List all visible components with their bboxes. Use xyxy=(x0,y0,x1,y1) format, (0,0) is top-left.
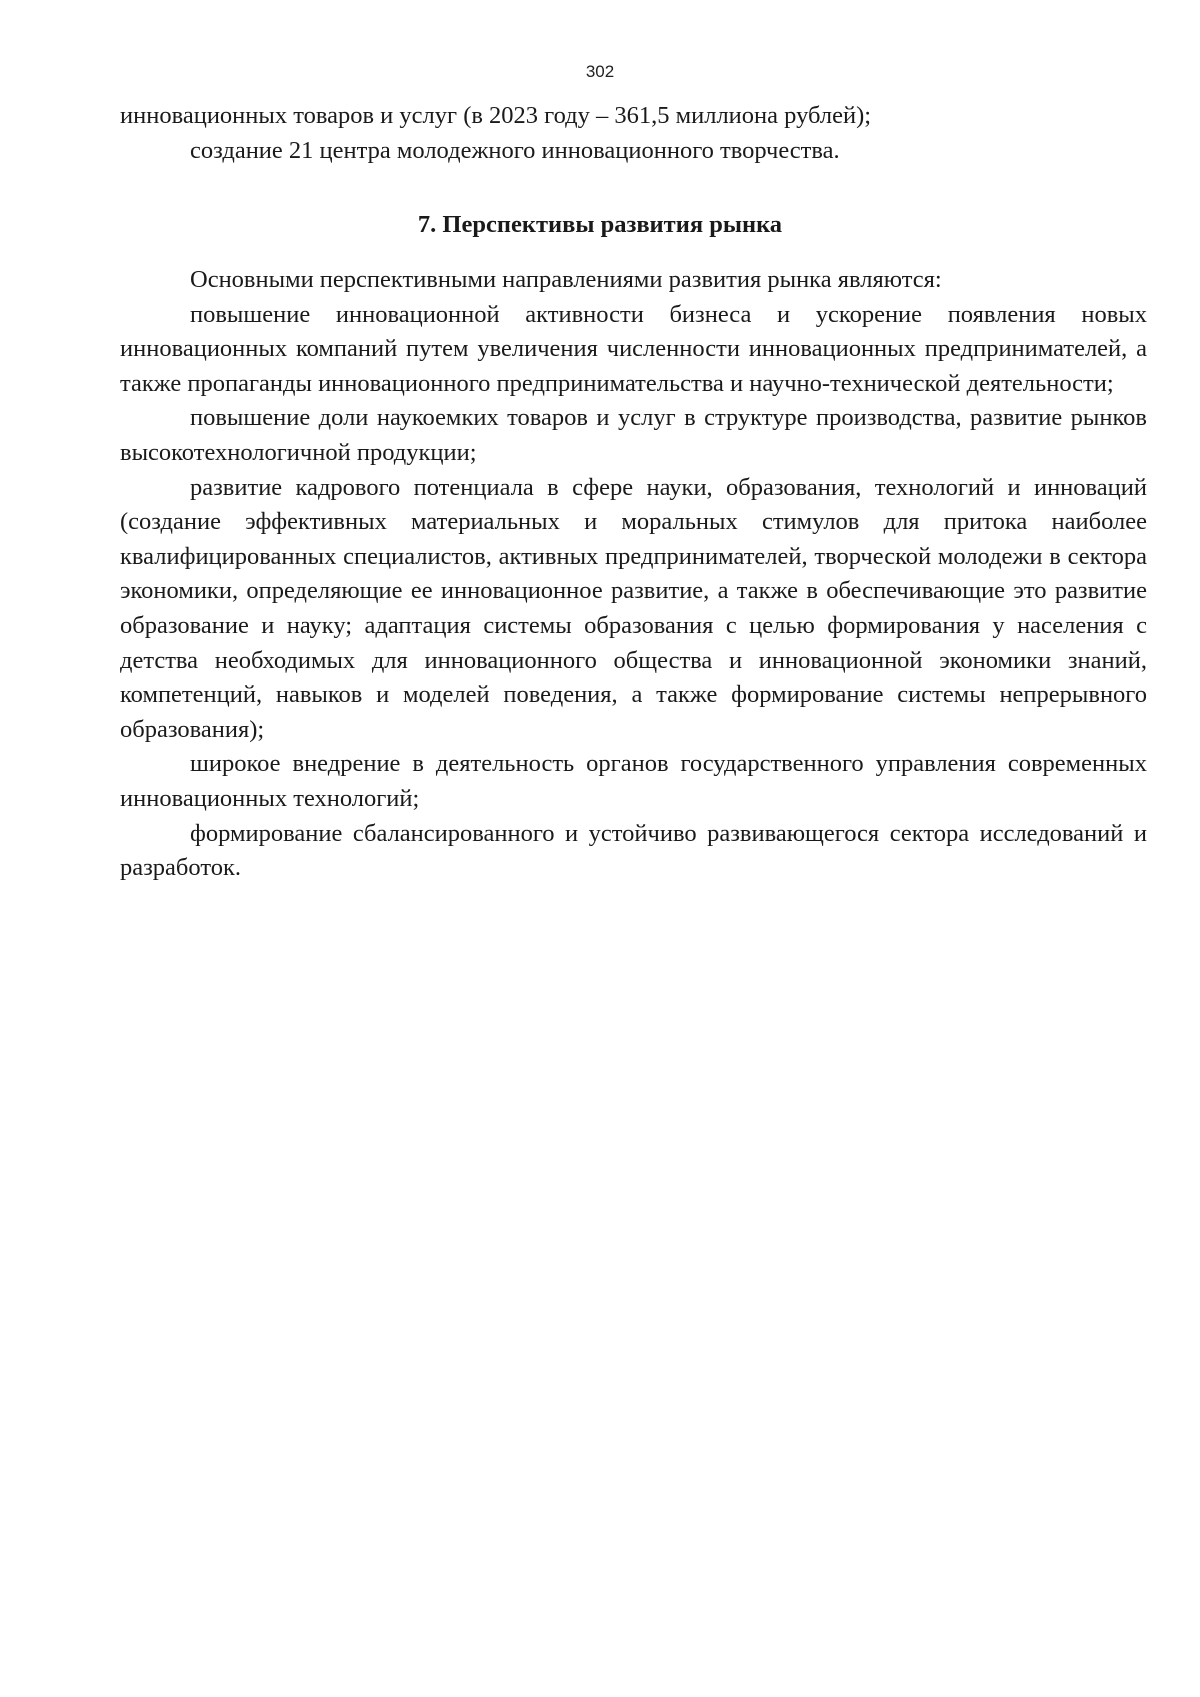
paragraph: формирование сбалансированного и устойчиво развивающегося сектора исследований и разработок. xyxy=(120,819,1147,882)
page-number: 302 xyxy=(585,62,615,81)
paragraph: развитие кадрового потенциала в сфере науки, образования, технологий и инноваций (создание эффективных материальных и моральных стимулов для притока наиболее квалифицированных специалистов, активных предпринимателей, творческой молодежи в сектора экономики, определяющие ее инновационное развитие, а также в обеспечивающие это развитие образование и науку; адаптация системы образования с целью формирования у населения с детства необходимых для инновационного общества и инновационной экономики знаний, компетенций, навыков и моделей поведения, а также формирование системы непрерывного образования); xyxy=(120,473,1147,743)
section-heading: 7. Перспективы развития рынка xyxy=(417,211,783,238)
paragraph: повышение инновационной активности бизнеса и ускорение появления новых инновационных компаний путем увеличения численности инновационных предпринимателей, а также пропаганды инновационного предпринимательства и научно-технической деятельности; xyxy=(120,300,1147,397)
paragraph: создание 21 центра молодежного инновационного творчества. xyxy=(190,136,840,164)
section-body xyxy=(120,263,1147,886)
paragraph: Основными перспективными направлениями развития рынка являются: xyxy=(190,266,942,293)
paragraph-continuation: инновационных товаров и услуг (в 2023 году – 361,5 миллиона рублей); xyxy=(120,102,872,129)
continued-text xyxy=(120,99,1147,168)
paragraph: широкое внедрение в деятельность органов государственного управления современных инновационных технологий; xyxy=(120,750,1147,812)
paragraph: повышение доли наукоемких товаров и услуг в структуре производства, развитие рынков высокотехнологичной продукции; xyxy=(120,404,1147,466)
